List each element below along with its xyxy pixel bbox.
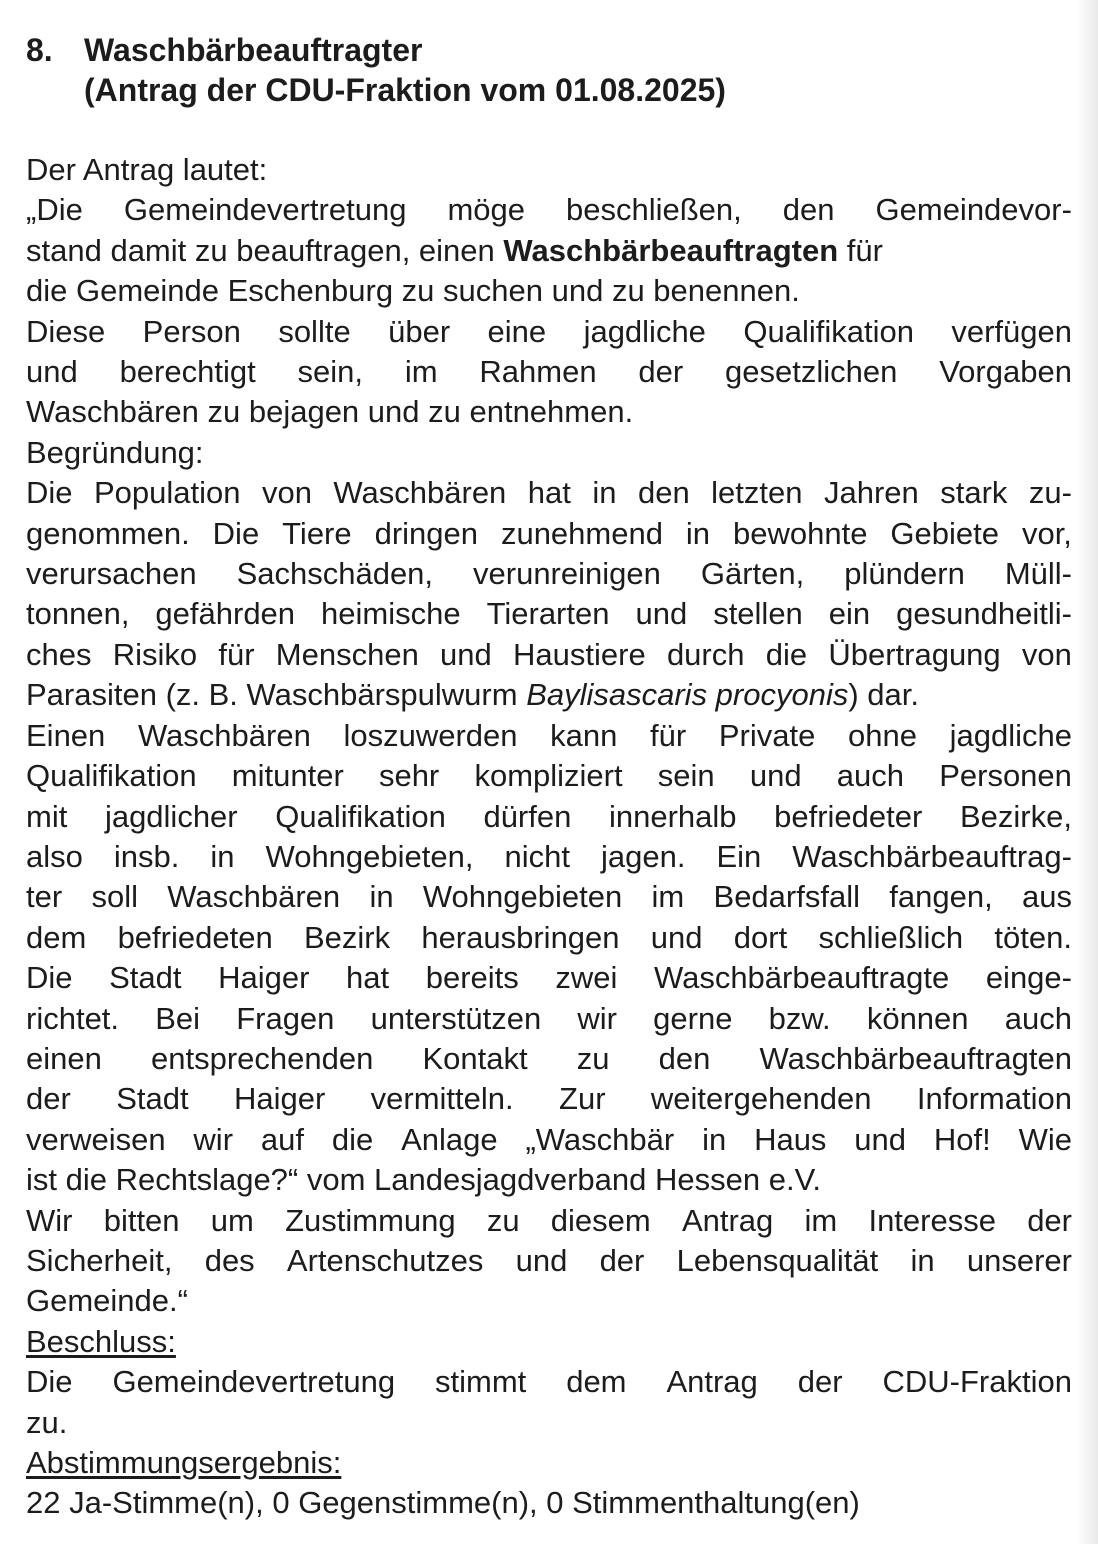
page-edge-shadow xyxy=(1076,0,1098,1544)
text-line: verweisen wir auf die Anlage „Waschbär in Haus und Hof! Wie xyxy=(26,1121,1072,1157)
text-line: einen entsprechenden Kontakt zu den Waschbärbeauftragten xyxy=(26,1040,1072,1076)
text-run: Waschbärbeauftragten xyxy=(503,232,839,268)
text-run: Baylisascaris procyonis xyxy=(526,677,849,713)
body-text xyxy=(26,150,1072,1524)
agenda-item-number: 8. xyxy=(26,32,53,68)
text-line: ter soll Waschbären in Wohngebieten im Bedarfsfall fangen, aus xyxy=(26,879,1072,915)
text-line: Wir bitten um Zustimmung zu diesem Antrag im Interesse der xyxy=(26,1202,1072,1238)
text-line: ches Risiko für Menschen und Haustiere durch die Übertragung von xyxy=(26,636,1072,672)
text-line: Die Population von Waschbären hat in den letzten Jahren stark zu- xyxy=(26,475,1072,511)
text-line: mit jagdlicher Qualifikation dürfen innerhalb befriedeter Bezirke, xyxy=(26,798,1072,834)
agenda-item-subtitle: (Antrag der CDU-Fraktion vom 01.08.2025) xyxy=(84,72,726,108)
agenda-item-titles xyxy=(84,30,726,110)
text-line: der Stadt Haiger vermitteln. Zur weitergehenden Information xyxy=(26,1081,1072,1117)
section-label: Abstimmungsergebnis: xyxy=(26,1445,342,1480)
text-line: Gemeinde.“ xyxy=(26,1283,188,1319)
text-line: Der Antrag lautet: xyxy=(26,152,268,187)
text-line: Diese Person sollte über eine jagdliche Qualifikation verfügen xyxy=(26,313,1072,349)
text-run: ) dar. xyxy=(848,677,920,713)
text-line: genommen. Die Tiere dringen zunehmend in bewohnte Gebiete vor, xyxy=(26,515,1072,551)
text-line: also insb. in Wohngebieten, nicht jagen. Ein Waschbärbeauftrag- xyxy=(26,838,1072,874)
agenda-item-title: Waschbärbeauftragter xyxy=(84,32,423,68)
text-line: zu. xyxy=(26,1404,68,1440)
text-line: Waschbären zu bejagen und zu entnehmen. xyxy=(26,394,634,430)
text-line: Sicherheit, des Artenschutzes und der Lebensqualität in unserer xyxy=(26,1242,1072,1278)
text-line: Qualifikation mitunter sehr kompliziert sein und auch Personen xyxy=(26,758,1072,794)
text-line: tonnen, gefährden heimische Tierarten und stellen ein gesundheitli- xyxy=(26,596,1072,632)
text-line: verursachen Sachschäden, verunreinigen Gärten, plündern Müll- xyxy=(26,556,1072,592)
text-line: Einen Waschbären loszuwerden kann für Private ohne jagdliche xyxy=(26,717,1072,753)
document-page xyxy=(26,30,1072,1524)
section-label: Beschluss: xyxy=(26,1323,176,1359)
text-line: Begründung: xyxy=(26,434,204,470)
text-run: für xyxy=(838,232,883,268)
text-line: 22 Ja-Stimme(n), 0 Gegenstimme(n), 0 Stimmenthaltung(en) xyxy=(26,1485,860,1521)
text-line: Die Stadt Haiger hat bereits zwei Waschbärbeauftragte einge- xyxy=(26,960,1072,996)
text-line xyxy=(26,231,1072,271)
text-line: und berechtigt sein, im Rahmen der gesetzlichen Vorgaben xyxy=(26,354,1072,390)
text-run: Parasiten (z. B. Waschbärspulwurm xyxy=(26,677,527,713)
text-line: richtet. Bei Fragen unterstützen wir gerne bzw. können auch xyxy=(26,1000,1072,1036)
text-line: Die Gemeindevertretung stimmt dem Antrag der CDU-Fraktion xyxy=(26,1364,1072,1400)
text-line: „Die Gemeindevertretung möge beschließen, den Gemeindevor- xyxy=(26,192,1072,228)
text-line: die Gemeinde Eschenburg zu suchen und zu benennen. xyxy=(26,273,800,309)
text-line xyxy=(26,675,1072,715)
text-line: dem befriedeten Bezirk herausbringen und dort schließlich töten. xyxy=(26,919,1072,955)
agenda-item-heading xyxy=(26,30,1072,110)
text-line: ist die Rechtslage?“ vom Landesjagdverband Hessen e.V. xyxy=(26,1162,822,1198)
text-run: stand damit zu beauftragen, einen xyxy=(26,232,504,268)
